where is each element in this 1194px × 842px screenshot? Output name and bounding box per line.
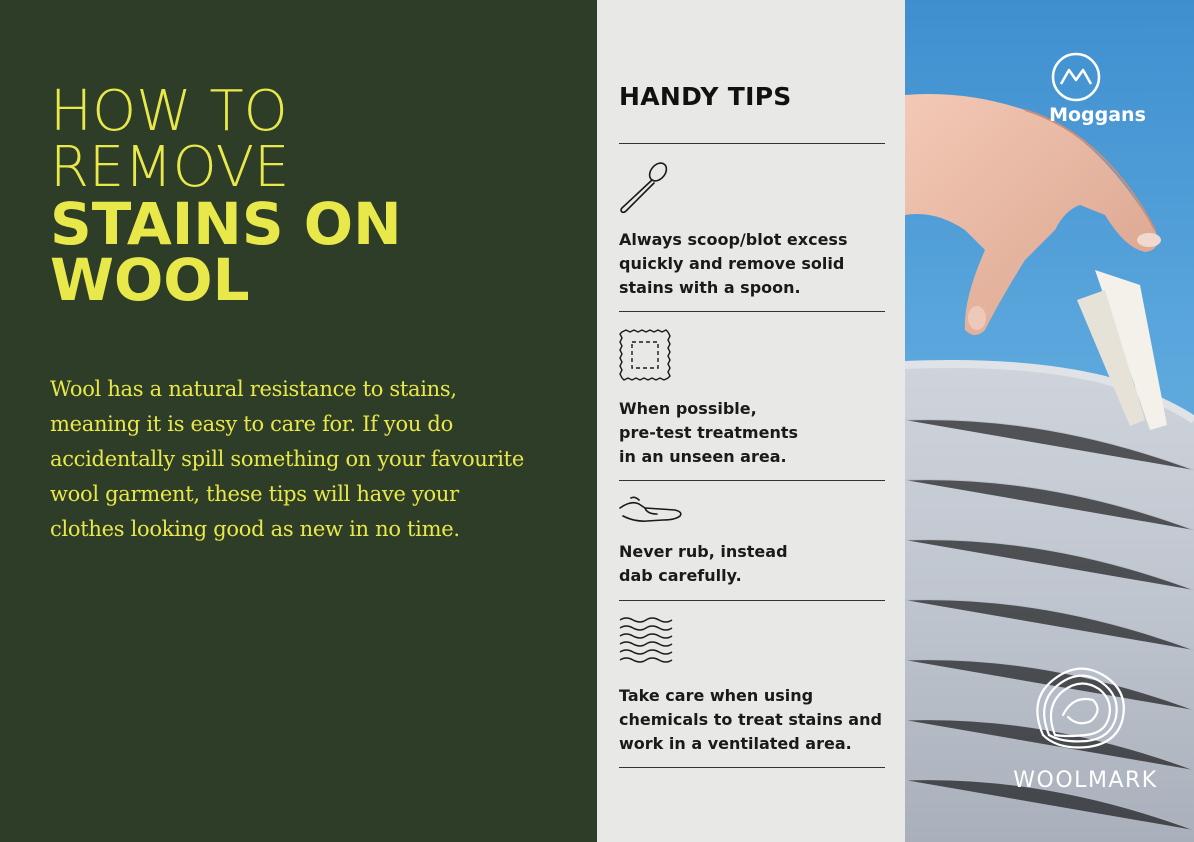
title-line-3: STAINS ON: [50, 190, 402, 258]
title-line-2: REMOVE: [50, 135, 290, 200]
hand-icon: [617, 494, 687, 528]
divider: [619, 311, 885, 312]
fabric-swatch-icon: [617, 327, 673, 383]
spoon-icon: [617, 158, 673, 214]
title-line-4: WOOL: [50, 246, 250, 314]
tips-heading: HANDY TIPS: [619, 82, 792, 111]
intro-paragraph: Wool has a natural resistance to stains, meaning it is easy to care for. If you do accidentally spill something on your favourite wool garment, these tips will have your clothes looking good as new in no time.: [50, 377, 524, 541]
divider: [619, 767, 885, 768]
divider: [619, 600, 885, 601]
moggans-logo-icon: [1051, 52, 1101, 102]
tip-text-2: When possible, pre-test treatments in an unseen area.: [619, 399, 798, 466]
title-line-1: HOW TO: [50, 79, 288, 144]
tip-text-1: Always scoop/blot excess quickly and remove solid stains with a spoon.: [619, 230, 848, 297]
tip-text-4: Take care when using chemicals to treat stains and work in a ventilated area.: [619, 686, 882, 753]
hero-photo: [905, 0, 1194, 842]
divider: [619, 143, 885, 144]
waves-icon: [617, 615, 675, 671]
woolmark-logo-text: WOOLMARK: [1013, 768, 1158, 793]
page-title: [50, 79, 570, 314]
divider: [619, 480, 885, 481]
moggans-logo-text: Moggans: [1049, 104, 1146, 126]
tip-text-3: Never rub, instead dab carefully.: [619, 542, 788, 585]
tips-panel: [597, 0, 905, 842]
woolmark-logo-icon: [1023, 655, 1133, 755]
